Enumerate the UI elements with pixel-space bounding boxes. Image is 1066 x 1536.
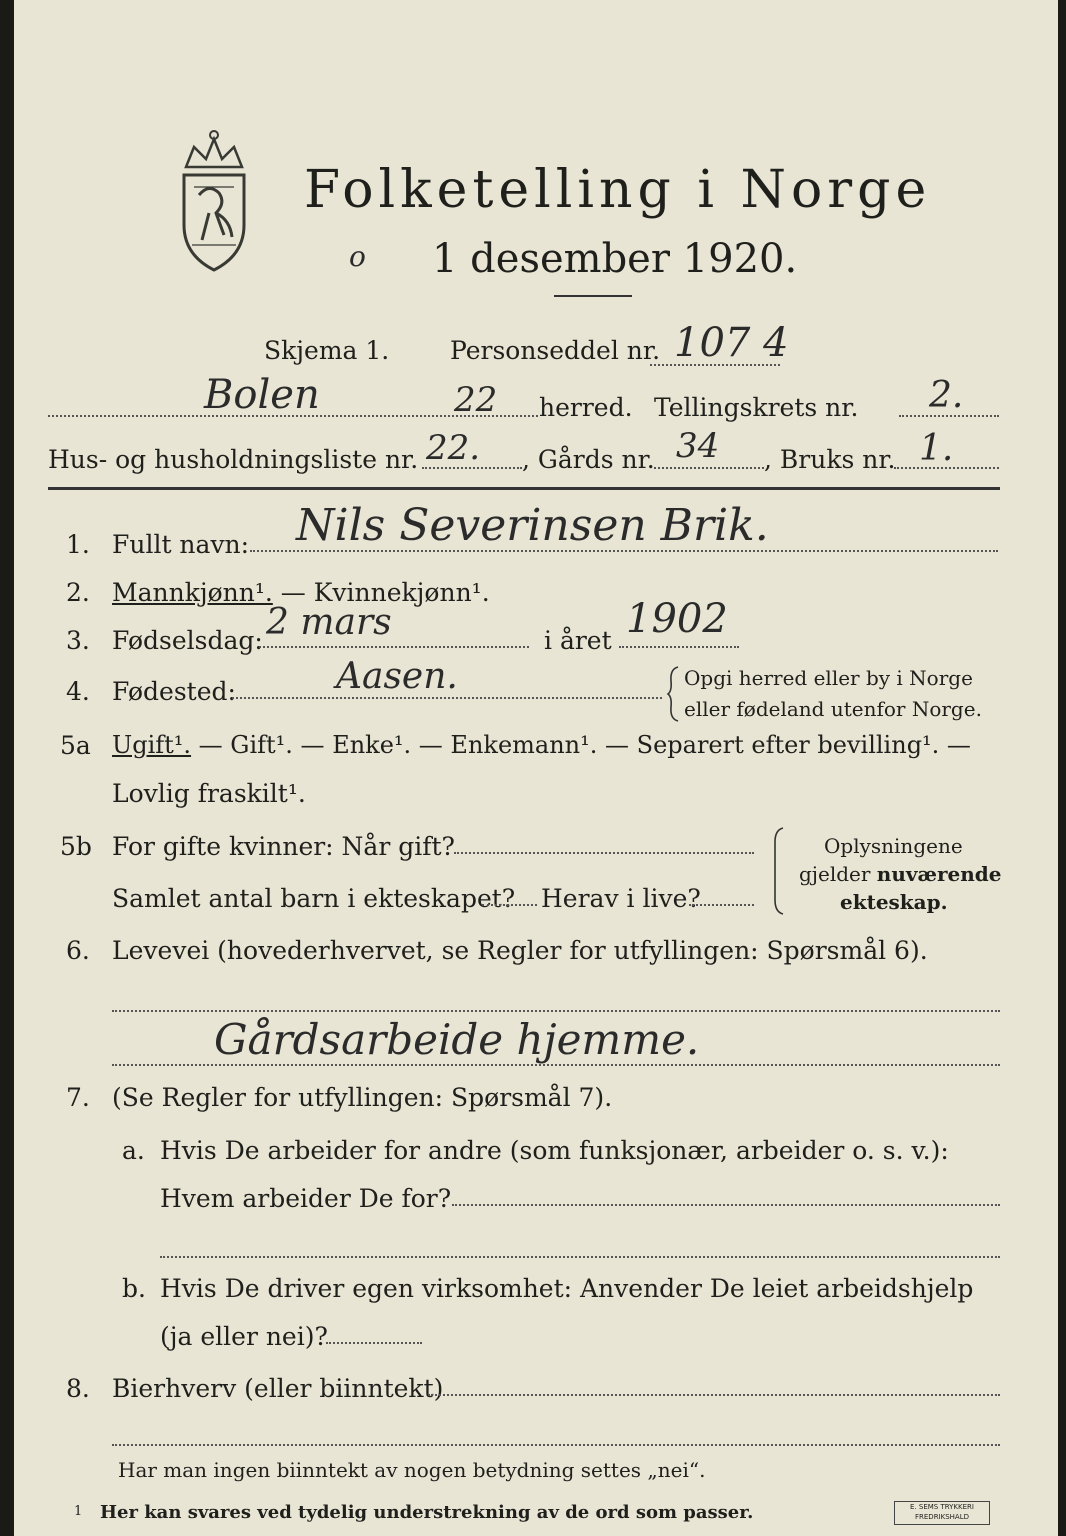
hired-help-field[interactable]: [326, 1342, 422, 1344]
bruks-label: , Bruks nr.: [764, 445, 896, 474]
full-name-value[interactable]: Nils Severinsen Brik.: [296, 500, 769, 551]
q7b-letter: b.: [122, 1274, 146, 1303]
q7b-line1: Hvis De driver egen virksomhet: Anvender De leiet arbeidshjelp: [160, 1274, 974, 1303]
q4-number: 4.: [66, 677, 90, 706]
employer-field[interactable]: [452, 1204, 1000, 1206]
q5b-line1: For gifte kvinner: Når gift?: [112, 832, 455, 861]
occupation-value[interactable]: Gårdsarbeide hjemme.: [214, 1015, 700, 1064]
footnote-number: 1: [74, 1504, 83, 1519]
herred-value[interactable]: Bolen: [204, 372, 320, 418]
birthplace-note-1: Opgi herred eller by i Norge: [684, 666, 973, 690]
q3-label: Fødselsdag:: [112, 626, 263, 655]
q5b-note-3: ekteskap.: [840, 890, 948, 914]
birthplace-note-2: eller fødeland utenfor Norge.: [684, 697, 982, 721]
q2-gender: Mannkjønn¹. — Kvinnekjønn¹.: [112, 578, 490, 607]
q5b-alive-label: Herav i live?: [541, 884, 701, 913]
herred-label: herred.: [539, 393, 633, 422]
q7a-line2: Hvem arbeider De for?: [160, 1184, 452, 1213]
q2-number: 2.: [66, 578, 90, 607]
bracket-icon: [771, 826, 785, 916]
title-divider: [554, 295, 632, 297]
q5a-line2[interactable]: Lovlig fraskilt¹.: [112, 779, 306, 808]
q1-label: Fullt navn:: [112, 530, 250, 559]
tellingskrets-value[interactable]: 2.: [929, 375, 964, 416]
q5b-number: 5b: [60, 832, 92, 861]
q5b-children-label: Samlet antal barn i ekteskapet?: [112, 884, 516, 913]
q8-label: Bierhverv (eller biinntekt): [112, 1374, 444, 1403]
form-title: Folketelling i Norge: [304, 160, 932, 220]
bruks-value[interactable]: 1.: [919, 428, 954, 469]
schema-label: Skjema 1.: [264, 336, 390, 365]
footer-note: Har man ingen biinntekt av nogen betydning settes „nei“.: [118, 1458, 706, 1482]
side-income-field[interactable]: [428, 1394, 1000, 1396]
q8-number: 8.: [66, 1374, 90, 1403]
q7-label: (Se Regler for utfyllingen: Spørsmål 7).: [112, 1083, 613, 1112]
unmarried-option[interactable]: Ugift¹.: [112, 731, 192, 759]
q5a-options: [112, 731, 971, 759]
pencil-mark: ο: [349, 240, 366, 273]
tellingskrets-label: Tellingskrets nr.: [654, 393, 859, 422]
q7b-line2: (ja eller nei)?: [160, 1322, 328, 1351]
personseddel-label: Personseddel nr.: [450, 336, 661, 365]
birth-year-value[interactable]: 1902: [626, 596, 728, 642]
coat-of-arms-icon: [164, 125, 264, 275]
gards-label: , Gårds nr.: [522, 445, 655, 474]
q5b-note-1: Oplysningene: [824, 834, 963, 858]
printer-stamp: E. SEMS TRYKKERI FREDRIKSHALD: [894, 1501, 990, 1525]
q6-label: Levevei (hovederhvervet, se Regler for utfyllingen: Spørsmål 6).: [112, 936, 928, 965]
q5a-number: 5a: [60, 731, 91, 760]
q6-number: 6.: [66, 936, 90, 965]
female-option[interactable]: Kvinnekjønn¹.: [313, 578, 490, 607]
marital-options[interactable]: — Gift¹. — Enke¹. — Enkemann¹. — Separert efter bevilling¹. —: [191, 731, 971, 759]
hus-label: Hus- og husholdningsliste nr.: [48, 445, 419, 474]
q1-number: 1.: [66, 530, 90, 559]
birthday-value[interactable]: 2 mars: [266, 602, 392, 643]
brace-icon: [666, 665, 680, 723]
q5b-note-2: gjelder nuværende: [799, 862, 1002, 886]
q4-label: Fødested:: [112, 677, 236, 706]
q3-number: 3.: [66, 626, 90, 655]
census-date: 1 desember 1920.: [432, 236, 798, 282]
personseddel-value[interactable]: 107 4: [674, 320, 789, 366]
q7a-letter: a.: [122, 1136, 145, 1165]
birthplace-value[interactable]: Aasen.: [336, 656, 458, 697]
footnote-text: Her kan svares ved tydelig understrekning av de ord som passer.: [100, 1502, 754, 1523]
herred-nr-value[interactable]: 22: [454, 380, 498, 420]
gards-value[interactable]: 34: [676, 426, 720, 466]
children-count-field[interactable]: [482, 904, 537, 906]
married-date-field[interactable]: [454, 852, 754, 854]
census-form-sheet: [14, 0, 1058, 1536]
year-label: i året: [544, 626, 612, 655]
male-option[interactable]: Mannkjønn¹.: [112, 578, 273, 607]
q7a-line1: Hvis De arbeider for andre (som funksjonær, arbeider o. s. v.):: [160, 1136, 949, 1165]
header-rule: [48, 487, 1000, 490]
q7-number: 7.: [66, 1083, 90, 1112]
hus-value[interactable]: 22.: [426, 428, 481, 468]
children-alive-field[interactable]: [689, 904, 754, 906]
